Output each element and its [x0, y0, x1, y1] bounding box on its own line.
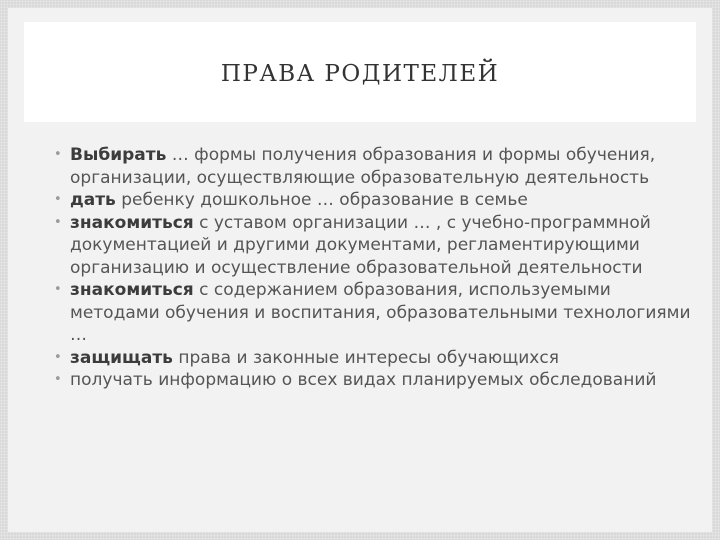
bullet-icon: • — [54, 147, 62, 162]
list-item — [54, 347, 694, 370]
bullet-icon: • — [54, 349, 62, 365]
bullet-list — [54, 144, 694, 392]
list-item — [54, 189, 694, 212]
slide — [8, 8, 712, 532]
bullet-icon: • — [54, 214, 62, 230]
item-keyword: знакомиться — [70, 280, 194, 300]
item-keyword: защищать — [70, 347, 173, 368]
item-text: ребенку дошкольное … образование в семье — [115, 190, 528, 210]
item-text: права и законные интересы обучающихся — [172, 347, 559, 368]
list-item — [54, 279, 694, 347]
list-item — [54, 212, 694, 280]
item-keyword: дать — [70, 190, 116, 210]
title-box — [24, 22, 696, 122]
bullet-icon: • — [54, 192, 62, 207]
item-keyword: знакомиться — [70, 212, 194, 233]
item-text: … формы получения образования и формы обучения, организации, осуществляющие образовательную деятельность — [70, 145, 656, 188]
list-item — [54, 144, 694, 189]
item-text: с содержанием образования, используемыми методами обучения и воспитания, образовательными технологиями … — [70, 280, 691, 345]
bullet-icon: • — [54, 282, 62, 297]
list-item — [54, 369, 694, 392]
slide-title: ПРАВА РОДИТЕЛЕЙ — [220, 61, 500, 87]
item-text: с уставом организации … , с учебно-программной документацией и другими документами, регламентирующими организацию и осуществление образовательной деятельности — [70, 212, 651, 278]
bullet-icon: • — [54, 372, 62, 387]
item-keyword: Выбирать — [70, 145, 167, 165]
item-text: получать информацию о всех видах планируемых обследований — [70, 370, 657, 390]
